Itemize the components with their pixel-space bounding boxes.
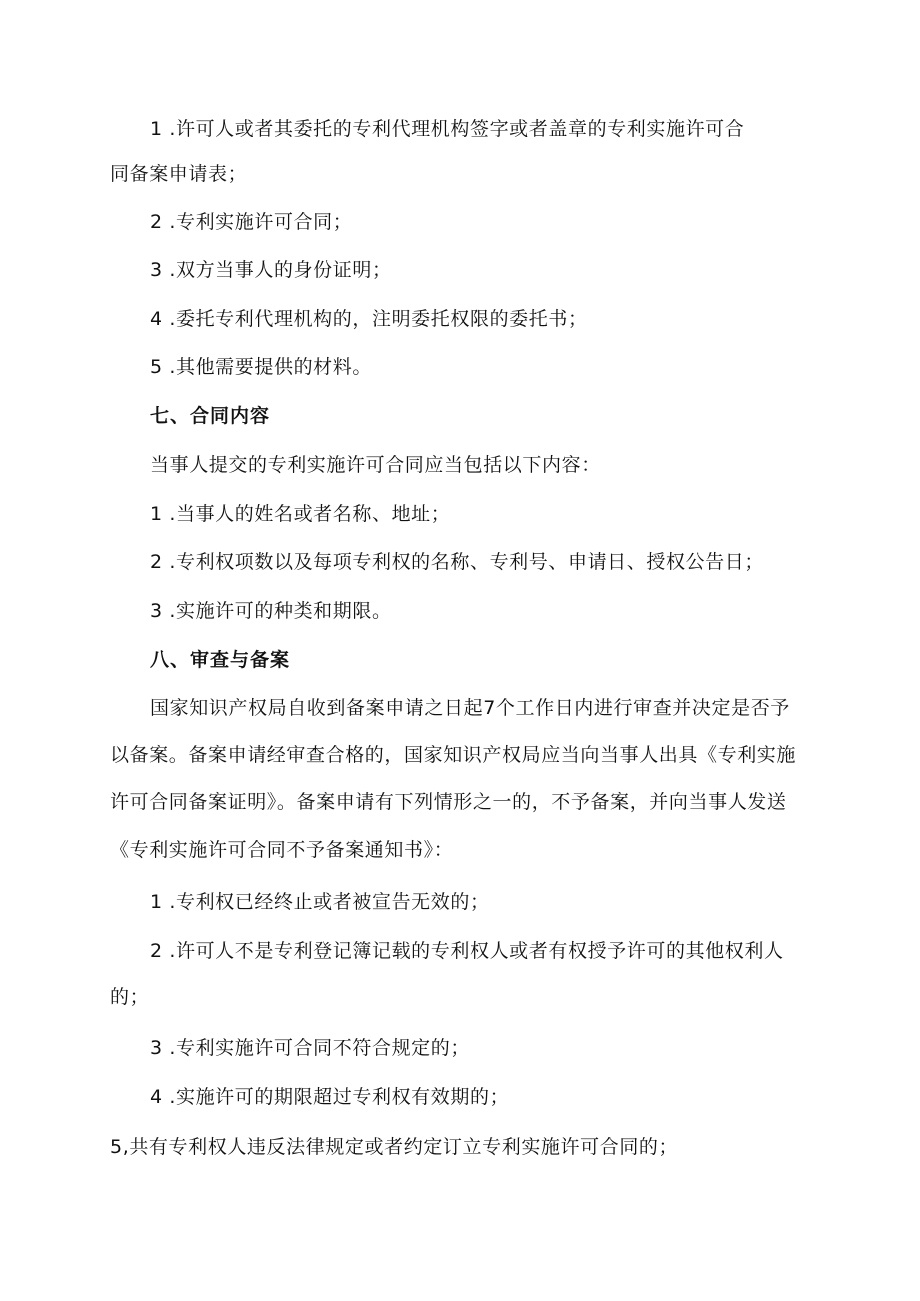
list-item: 3 .专利实施许可合同不符合规定的； [150, 1037, 470, 1059]
section-intro: 当事人提交的专利实施许可合同应当包括以下内容： [150, 454, 601, 476]
paragraph-line: 以备案。备案申请经审查合格的，国家知识产权局应当向当事人出具《专利实施 [110, 744, 797, 766]
list-item: 1 .许可人或者其委托的专利代理机构签字或者盖章的专利实施许可合 [150, 118, 745, 140]
section-heading-contract-content: 七、合同内容 [150, 405, 271, 427]
list-item: 4 .实施许可的期限超过专利权有效期的； [150, 1086, 510, 1108]
paragraph-line: 《专利实施许可合同不予备案通知书》： [110, 839, 454, 861]
list-item-continuation: 的； [110, 986, 150, 1008]
list-item: 3 .实施许可的种类和期限。 [150, 600, 392, 622]
list-item: 2 .许可人不是专利登记簿记载的专利权人或者有权授予许可的其他权利人 [150, 940, 784, 962]
list-item: 1 .当事人的姓名或者名称、地址； [150, 503, 451, 525]
list-item: 3 .双方当事人的身份证明； [150, 259, 392, 281]
section-heading-review-filing: 八、审查与备案 [150, 649, 291, 671]
paragraph-line: 国家知识产权局自收到备案申请之日起7个工作日内进行审查并决定是否予 [150, 697, 790, 719]
list-item: 2 .专利实施许可合同； [150, 211, 353, 233]
list-item-continuation: 同备案申请表； [110, 163, 248, 185]
list-item: 4 .委托专利代理机构的，注明委托权限的委托书； [150, 308, 588, 330]
list-item: 5 .其他需要提供的材料。 [150, 356, 372, 378]
paragraph-line: 许可合同备案证明》。备案申请有下列情形之一的，不予备案，并向当事人发送 [110, 791, 787, 813]
list-item: 2 .专利权项数以及每项专利权的名称、专利号、申请日、授权公告日； [150, 551, 764, 573]
list-item: 5,共有专利权人违反法律规定或者约定订立专利实施许可合同的； [110, 1136, 679, 1158]
list-item: 1 .专利权已经终止或者被宣告无效的； [150, 891, 490, 913]
